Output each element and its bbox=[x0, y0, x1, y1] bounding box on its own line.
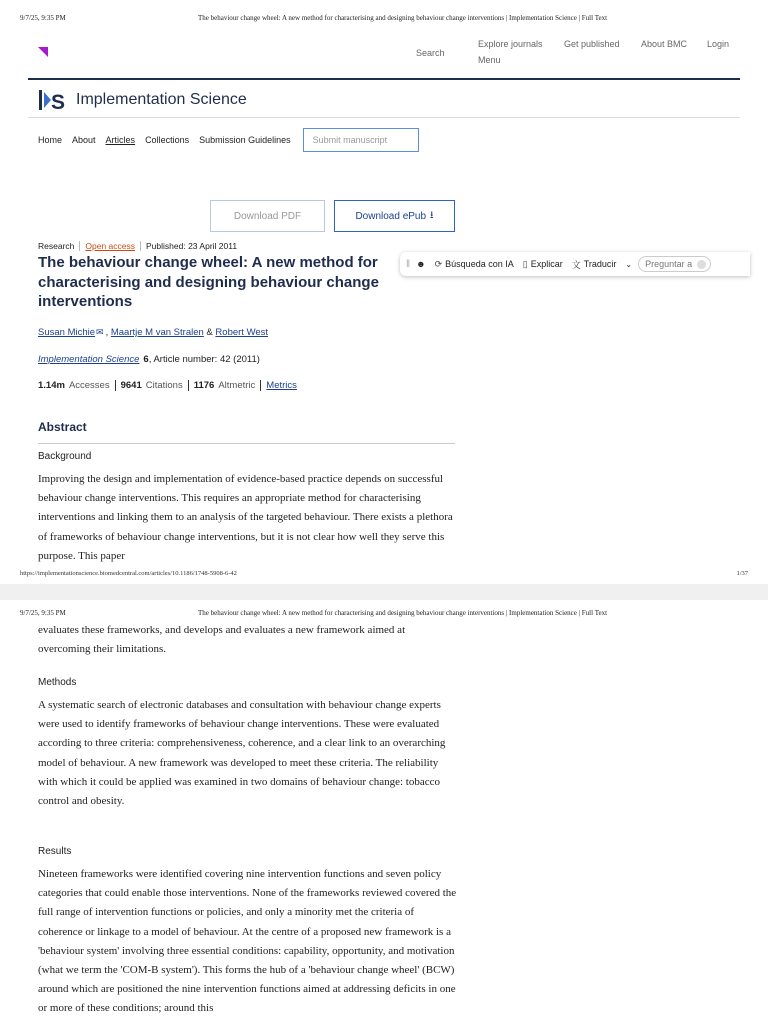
journal-subnav bbox=[38, 128, 419, 152]
chevron-down-icon[interactable]: ⌄ bbox=[625, 259, 633, 269]
volume: 6 bbox=[143, 354, 149, 365]
background-paragraph-cont: evaluates these frameworks, and develops and evaluates a new framework aimed at overcoming their limitations. bbox=[38, 624, 406, 656]
header-divider bbox=[28, 78, 740, 80]
print-date: 9/7/25, 9:35 PM bbox=[20, 14, 66, 22]
get-published-link[interactable]: Get published bbox=[564, 39, 620, 49]
submit-manuscript-button[interactable]: Submit manuscript bbox=[303, 128, 419, 152]
accesses-count: 1.14m bbox=[38, 380, 65, 391]
print-page-number: 1/37 bbox=[736, 570, 748, 577]
author-link[interactable]: Susan Michie bbox=[38, 327, 96, 338]
subnav-about[interactable]: About bbox=[72, 135, 96, 145]
metrics-link[interactable]: Metrics bbox=[266, 380, 297, 391]
article-metrics: 1.14m Accesses 9641 Citations 1176 Altmetric Metrics bbox=[38, 380, 297, 391]
citations-count: 9641 bbox=[120, 380, 142, 391]
about-bmc-link[interactable]: About BMC bbox=[641, 39, 688, 49]
search-link[interactable]: Search bbox=[416, 48, 445, 58]
author-link[interactable]: Maartje M van Stralen bbox=[110, 327, 204, 338]
author-list: Susan Michie✉ , Maartje M van Stralen & Robert West bbox=[38, 327, 269, 338]
download-epub-button[interactable] bbox=[334, 200, 455, 232]
print-url: https://implementationscience.biomedcentral.com/articles/10.1186/1748-5908-6-42 bbox=[20, 570, 237, 577]
translate-button[interactable]: 文 Traducir bbox=[571, 259, 617, 270]
ai-search-icon: ⟳ bbox=[434, 258, 443, 269]
explain-icon: ▯ bbox=[522, 258, 528, 269]
journal-divider bbox=[28, 117, 740, 118]
altmetric-count: 1176 bbox=[193, 380, 215, 391]
results-heading: Results bbox=[38, 846, 72, 857]
article-type: Research bbox=[38, 241, 75, 251]
abstract-heading: Abstract bbox=[38, 420, 87, 434]
download-epub-label: Download ePub bbox=[355, 210, 427, 222]
download-arrow-icon: ⭳ bbox=[430, 209, 434, 221]
background-heading: Background bbox=[38, 451, 92, 462]
article-title: The behaviour change wheel: A new method for characterising and designing behaviour change interventions bbox=[38, 254, 379, 310]
top-navigation bbox=[412, 38, 742, 78]
bmc-logo-icon[interactable] bbox=[38, 47, 48, 57]
print-title: The behaviour change wheel: A new method for characterising and designing behaviour change interventions | Implementation Science | Full Text bbox=[198, 14, 608, 22]
methods-heading: Methods bbox=[38, 677, 77, 688]
journal-logo-icon[interactable] bbox=[38, 87, 66, 113]
article-number: , Article number: 42 (2011) bbox=[148, 354, 260, 365]
subnav-submission-guidelines[interactable]: Submission Guidelines bbox=[199, 135, 291, 145]
menu-link[interactable]: Menu bbox=[478, 55, 501, 65]
mail-icon[interactable]: ✉ bbox=[96, 327, 104, 337]
journal-name[interactable]: Implementation Science bbox=[76, 91, 247, 108]
journal-link[interactable]: Implementation Science bbox=[38, 354, 140, 365]
journal-header bbox=[38, 86, 247, 114]
explore-journals-link[interactable]: Explore journals bbox=[478, 39, 543, 49]
close-icon[interactable] bbox=[697, 260, 706, 269]
results-paragraph: Nineteen frameworks were identified covering nine intervention functions and seven policy categories that could enable those interventions. None of the frameworks reviewed covered the full range of intervention functions or policies, and only a minority met the criteria of coherence or linkage to a model of behaviour. At the centre of a proposed new framework is a 'behaviour system' involving three essential conditions: capability, opportunity, and motivation (what we term the 'COM-B system'). This forms the hub of a 'behaviour change wheel' (BCW) around which are positioned the nine intervention functions aimed at addressing deficits in one or more of these conditions; around this bbox=[38, 868, 457, 1015]
ask-input[interactable]: Preguntar a bbox=[638, 256, 711, 272]
explain-button[interactable]: ▯ Explicar bbox=[522, 258, 563, 269]
ai-avatar-icon[interactable]: ☻ bbox=[416, 259, 426, 269]
background-paragraph: Improving the design and implementation of evidence-based practice depends on successful behaviour change interventions. This requires an appropriate method for characterising interventions and linking them to an analysis of the targeted behaviour. There exists a plethora of frameworks of behaviour change interventions, but it is not clear how well they serve this purpose. This paper bbox=[38, 473, 453, 562]
citation-line bbox=[38, 354, 260, 365]
download-pdf-label: Download PDF bbox=[233, 210, 302, 222]
published-date: Published: 23 April 2011 bbox=[146, 241, 238, 251]
author-link[interactable]: Robert West bbox=[215, 327, 269, 338]
article-meta bbox=[38, 241, 237, 251]
subnav-collections[interactable]: Collections bbox=[145, 135, 190, 145]
subnav-articles[interactable]: Articles bbox=[105, 135, 136, 145]
methods-paragraph: A systematic search of electronic databases and consultation with behaviour change experts were used to identify frameworks of behaviour change interventions. These were evaluated according to three criteria: comprehensiveness, coherence, and a clear link to an overarching model of behaviour. A new framework was developed to meet these criteria. The reliability with which it could be applied was examined in two domains of behaviour change: tobacco control and obesity. bbox=[38, 699, 446, 808]
download-pdf-button[interactable] bbox=[210, 200, 325, 232]
drag-handle-icon[interactable]: ‖ bbox=[406, 258, 411, 270]
subnav-home[interactable]: Home bbox=[38, 135, 63, 145]
login-link[interactable]: Login bbox=[707, 39, 730, 49]
print-title: The behaviour change wheel: A new method for characterising and designing behaviour change interventions | Implementation Science | Full Text bbox=[198, 609, 608, 617]
abstract-divider bbox=[38, 443, 455, 444]
translate-icon: 文 bbox=[571, 259, 581, 270]
ai-toolbar bbox=[400, 252, 750, 276]
open-access-link[interactable]: Open access bbox=[85, 241, 136, 251]
svg-text:S: S bbox=[51, 91, 66, 113]
print-date: 9/7/25, 9:35 PM bbox=[20, 609, 66, 617]
ai-search-button[interactable]: ⟳ Búsqueda con IA bbox=[434, 258, 514, 269]
